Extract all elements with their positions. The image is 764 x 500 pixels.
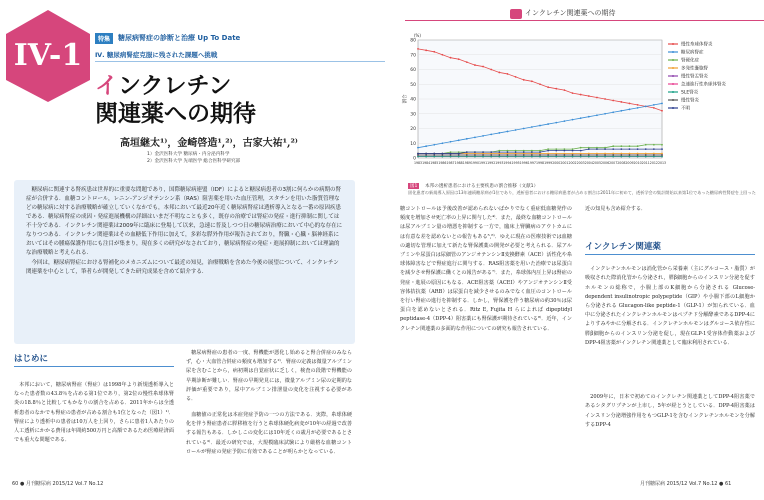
data-point (498, 154, 500, 156)
affiliation-1: 1）金沢医科大学 糖尿病・内分泌内科学 (147, 152, 230, 157)
x-tick-label: 1984 (422, 161, 431, 165)
data-point (498, 72, 500, 74)
data-point (474, 64, 476, 66)
x-tick-label: 1983 (413, 161, 423, 165)
data-point (661, 148, 663, 150)
data-point (588, 154, 590, 156)
incretin-heading: インクレチン関連薬 (585, 240, 755, 255)
data-point (531, 154, 533, 156)
x-tick-label: 1986 (438, 161, 447, 165)
x-tick-label: 2010 (633, 161, 642, 165)
data-point (507, 73, 509, 75)
data-point (490, 151, 492, 153)
x-tick-label: 2003 (576, 161, 585, 165)
page-title (95, 72, 256, 128)
data-point (515, 154, 517, 156)
data-point (612, 111, 614, 113)
data-point (466, 138, 468, 140)
data-point (653, 104, 655, 106)
data-point (564, 154, 566, 156)
data-point (629, 145, 631, 147)
data-point (620, 148, 622, 150)
data-point (531, 126, 533, 128)
data-point (588, 148, 590, 150)
x-tick-label: 2000 (552, 161, 561, 165)
abstract-p1: 糖尿病に関連する腎疾患は世界的に重要な問題であり，国際糖尿病連盟（IDF）によると糖尿病患者の3割に何らかの病期の腎症が合併する．血糖コントロール，レニン-アンジオテンシン系（RAS）阻害薬を用いた血圧管理，スタチンを用いた脂質管理などの糖尿病に対する治療戦略が確立していくなかでも，本邦において最近20年近く糖尿病腎症は透析導入となる一番の原因疾患である．糖尿病腎症の成因・発症進展機構の詳細はいまだ不明なことも多く，既存の治療では腎症の発症・進行抑制に関しては不十分である．インクレチン関連薬は2009年に臨床に登場して以来，急速に普及しつつ日の糖尿病治療において中心的な存在になりつつある．インクレチン関連薬はその血糖低下作用に加えて，多彩な膵外作用が報告されており，腎臓・心臓・脳神経系においてはその腫瘍保護作用にも注目が集まり，現在多くの研究がなされており，糖尿病腎症の発症・進展抑制においては理論的な治療戦略と考えられる． (26, 187, 343, 256)
data-point (417, 48, 419, 50)
data-point (442, 153, 444, 155)
data-point (474, 154, 476, 156)
y-tick-label: 70 (410, 53, 416, 59)
legend-entry: SLE腎炎 (681, 90, 699, 96)
y-tick-label: 20 (410, 127, 416, 132)
data-point (523, 154, 525, 156)
x-tick-label: 1985 (430, 161, 439, 165)
data-point (442, 54, 444, 56)
data-point (425, 153, 427, 155)
x-tick-label: 1994 (503, 161, 512, 165)
data-point (604, 148, 606, 150)
x-tick-label: 1990 (470, 161, 479, 165)
data-point (645, 144, 647, 146)
x-tick-label: 2004 (584, 161, 593, 165)
data-point (498, 132, 500, 134)
data-point (645, 105, 647, 107)
data-point (442, 142, 444, 144)
header-rule (405, 20, 764, 21)
legend-entry: 不明 (681, 106, 690, 112)
title-line-1 (95, 72, 256, 100)
x-tick-label: 2006 (601, 161, 610, 165)
data-point (507, 154, 509, 156)
data-point (523, 128, 525, 130)
data-point (417, 153, 419, 155)
data-point (612, 145, 614, 147)
data-point (425, 49, 427, 51)
figure-1-chart (400, 30, 762, 178)
data-point (637, 145, 639, 147)
data-point (580, 147, 582, 149)
data-point (596, 148, 598, 150)
y-tick-label: 10 (410, 141, 416, 147)
data-point (588, 116, 590, 118)
y-tick-label: 40 (410, 97, 416, 103)
data-point (433, 51, 435, 53)
affiliation-2: 2）金沢医科大学 先端医学 総合医科学研究部 (147, 159, 241, 164)
data-point (661, 154, 663, 156)
data-point (458, 58, 460, 60)
x-tick-label: 1998 (535, 161, 545, 165)
data-point (539, 151, 541, 153)
y-tick-label: 0 (413, 156, 416, 162)
intro-text: 本邦において，糖尿病腎症（腎症）は1998年より新規透析導入となった患者数の43.8％を占める第1位であり，第2位の慢性糸球体腎炎の18.8％と比較してもかなりの割合を占める．2011年からは全透析患者のなかでも腎症の患者が占める割合も1位となった（図1）¹⁾．腎症により透析中の患者は10万人を上回り，さらに患者1人あたりの人工透析にかかる費用は年間約500万円と高額であるため医療経済面でも重大な問題である． (14, 382, 174, 444)
title-rule (95, 61, 385, 62)
data-point (515, 129, 517, 131)
title-first-char: イ (95, 72, 118, 99)
column-2 (186, 349, 352, 473)
data-point (482, 135, 484, 137)
data-point (629, 108, 631, 110)
data-point (515, 76, 517, 78)
legend-marker (672, 99, 674, 101)
title-line-2: 関連薬への期待 (95, 100, 256, 127)
data-point (482, 154, 484, 156)
data-point (653, 144, 655, 146)
data-point (604, 113, 606, 115)
legend-marker (672, 91, 674, 93)
data-point (612, 154, 614, 156)
figure-caption: 本邦の透析患者における主要疾患の割合推移（文献1） (425, 184, 539, 189)
data-point (531, 80, 533, 82)
data-point (417, 147, 419, 149)
col2-para-2: 血糖値の正常化は本症発症予防の一つの方法である．実際，糸球体硬化を伴う腎症患者に膵移植を行うと糸球体硬化病変が10年の経過で改善する報告もある．しかしこの変化には10年近くの歳月が必要であるとされている³⁾．最近の研究では，大規模臨床試験により厳格な血糖コントロールが腎症の発症予防に有効であることが明らかとなっている． (186, 412, 352, 455)
data-point (490, 134, 492, 136)
running-header: インクレチン関連薬への期待 (525, 9, 616, 17)
data-point (474, 151, 476, 153)
data-point (450, 141, 452, 143)
data-point (547, 150, 549, 152)
data-point (661, 103, 663, 105)
x-tick-label: 2011 (641, 161, 650, 165)
data-point (564, 120, 566, 122)
x-tick-label: 1988 (454, 161, 463, 165)
data-point (629, 154, 631, 156)
data-point (572, 154, 574, 156)
data-point (580, 150, 582, 152)
legend-marker (672, 51, 674, 53)
data-point (425, 145, 427, 147)
data-point (588, 95, 590, 97)
x-tick-label: 1999 (544, 161, 553, 165)
x-tick-label: 2013 (657, 161, 667, 165)
data-point (555, 88, 557, 90)
data-point (580, 154, 582, 156)
y-tick-label: 80 (410, 38, 416, 44)
data-point (458, 139, 460, 141)
data-point (539, 125, 541, 127)
column-4 (585, 205, 755, 449)
data-point (482, 66, 484, 68)
data-point (433, 153, 435, 155)
data-point (555, 122, 557, 124)
data-point (539, 83, 541, 85)
data-point (580, 117, 582, 119)
y-tick-label: 30 (410, 112, 416, 118)
data-point (661, 144, 663, 146)
data-point (531, 151, 533, 153)
data-point (466, 61, 468, 63)
authors: 高垣継太¹⁾，金崎啓造¹,²⁾，古家大祐¹,²⁾ (120, 138, 298, 149)
figure-label: 図1 (410, 184, 418, 189)
legend-marker (672, 75, 674, 77)
legend-entry: 腎硬化症 (681, 58, 699, 64)
data-point (515, 151, 517, 153)
x-tick-label: 2012 (649, 161, 658, 165)
data-point (604, 98, 606, 100)
figure-note: 固化患者の新規導入原因は13年連続糖尿病が1位であり，透析患者における糖尿病患者が占める割合は2011年に初めて，透析学会の集計開始以来第1位であった糖尿病性腎症を上回った (408, 190, 756, 195)
data-point (596, 154, 598, 156)
data-point (645, 148, 647, 150)
x-tick-label: 2001 (560, 161, 569, 165)
legend-marker (672, 43, 674, 45)
data-point (572, 92, 574, 94)
data-point (474, 136, 476, 138)
data-point (620, 145, 622, 147)
data-point (645, 154, 647, 156)
y-axis-label: 割合 (403, 94, 408, 104)
data-point (564, 150, 566, 152)
data-point (637, 107, 639, 109)
data-point (547, 123, 549, 125)
y-axis-unit: (%) (414, 33, 421, 38)
data-point (572, 150, 574, 152)
section-title: Ⅳ. 糖尿病腎症克服に残された課題へ挑戦 (95, 51, 218, 59)
data-point (620, 110, 622, 112)
x-tick-label: 2002 (568, 161, 577, 165)
data-point (490, 154, 492, 156)
data-point (637, 154, 639, 156)
legend-entry: 糖尿病腎症 (681, 50, 704, 56)
data-point (572, 119, 574, 121)
data-point (653, 154, 655, 156)
chapter-mark: IV-1 (13, 38, 83, 73)
legend-entry: 急速進行性糸球体腎炎 (681, 82, 726, 88)
data-point (596, 97, 598, 99)
data-point (653, 148, 655, 150)
col4-para-2: 2009年に，日本で初めてのインクレチン関連薬としてDPP-4阻害薬であるシタグリプチンが上市し，5年が経とうとしている．DPP-4阻害薬はインスリン分泌増強作用をもつGLP-1を含むインクレチンホルモンを分解するDPP-4 (585, 394, 755, 428)
x-tick-label: 2008 (617, 161, 626, 165)
data-point (580, 94, 582, 96)
data-point (498, 151, 500, 153)
col4-text: 近の知見も含め紹介する． (585, 206, 647, 212)
special-title: 糖尿病腎症の診断と治療 Up To Date (118, 34, 241, 42)
legend-entry: 多発性嚢胞腎 (681, 66, 708, 72)
data-point (458, 153, 460, 155)
legend-entry: 慢性腎炎 (681, 98, 699, 104)
data-point (555, 150, 557, 152)
data-point (637, 104, 639, 106)
data-point (661, 110, 663, 112)
abstract-box (14, 180, 355, 344)
data-point (620, 101, 622, 103)
intro-section (14, 352, 174, 481)
data-point (629, 103, 631, 105)
data-point (523, 79, 525, 81)
data-point (555, 154, 557, 156)
x-tick-label: 2007 (609, 161, 618, 165)
data-point (523, 151, 525, 153)
legend-marker (672, 67, 674, 69)
x-tick-label: 1992 (487, 161, 496, 165)
data-point (612, 100, 614, 102)
column-3 (400, 205, 572, 473)
data-point (539, 154, 541, 156)
data-point (564, 89, 566, 91)
x-tick-label: 2009 (625, 161, 634, 165)
abstract-p2: 今回は，糖尿病腎症における腎補化のメカニズムについて最近の知見，治療戦略を含めた今後の展望について、インクレチン関連薬を中心として，筆者らが開発してきた研究成果を含めて紹介する． (26, 260, 339, 275)
data-point (466, 154, 468, 156)
data-point (547, 86, 549, 88)
data-point (653, 107, 655, 109)
legend-marker (672, 83, 674, 85)
x-tick-label: 1997 (527, 161, 536, 165)
col2-para-1: 糖尿病腎症の患者の一度、腎機能が悪化し始めると腎合併症のみならず，心・大血管合併症の頻度も増加する²⁾．腎症の定義は微量アルブミン尿を含むことから，病初期は自覚症状に乏しく，検査の段階で腎機能の早期診断が難しい．腎症の早期発見には，微量アルブミン尿の定期的な評価が重要であり，尿中アルブミン排泄量の変化を注視する必要がある． (186, 350, 352, 403)
data-point (507, 131, 509, 133)
data-point (490, 69, 492, 71)
data-point (507, 151, 509, 153)
affiliations (147, 151, 240, 165)
legend-entry: 慢性腎盂腎炎 (681, 74, 708, 80)
data-point (450, 153, 452, 155)
intro-heading: はじめに (14, 352, 174, 367)
data-point (604, 154, 606, 156)
header-mark (510, 9, 522, 19)
data-point (637, 148, 639, 150)
x-tick-label: 1987 (446, 161, 455, 165)
data-point (629, 148, 631, 150)
title-line-1-rest: ンクレチン (118, 72, 232, 99)
data-point (620, 154, 622, 156)
footer-left: 60 ● 月刊糖尿病 2015/12 Vol.7 No.12 (12, 481, 104, 487)
data-point (612, 148, 614, 150)
legend-marker (672, 59, 674, 61)
x-tick-label: 2005 (592, 161, 601, 165)
special-badge: 特集 (95, 33, 113, 44)
footer-right: 月刊糖尿病 2015/12 Vol.7 No.12 ● 61 (640, 481, 732, 487)
x-tick-label: 1996 (519, 161, 528, 165)
data-point (482, 151, 484, 153)
data-point (596, 114, 598, 116)
data-point (433, 144, 435, 146)
x-tick-label: 1991 (479, 161, 488, 165)
col3-text: 糖コントロールは予後改善が認められないばかりでなく重症低血糖発作の頻度を増加させ死亡率の上昇に関与した⁴⁾．また，最終な血糖コントロールは尿アルブミン量の増悪を抑制する一方で，臨床上腎臓病のアウトカムには有意な差を認めないとの報告もある⁵,⁶⁾．ゆえに現在の医療技術では血糖の適切な管理に加えて新たな腎保護薬の開発が必要と考えられる．尿アルブミンや尿蛋白は尿細管のアンジオテンシンⅡ変換酵素（ACE）活性化や糸球体障害などで腎症進行に関与する．RAS阻害薬を用いた治療では尿蛋白を減少させ腎保護に働くとの報告がある⁷⁾．また，糸球体内圧上昇は腎症の発症・進展の原因にもなる．ACE阻害薬（ACEI）やアンジオテンシンⅡ受容体拮抗薬（ARB）は尿蛋白を減少させるのみでなく血圧のコントロールを行い腎症の進行を抑制する．しかし，腎保護を伴う糖尿病の約30％は尿蛋白を認めないとされる．Ritz E, Fujita H らによれば dipeptidyl peptidase-4（DPP-4）阻害薬にも腎保護が期待されている⁸⁾．近年，インクレチン関連薬の多面的な作用についての研究も報告されている． (400, 206, 572, 332)
data-point (466, 151, 468, 153)
col4-para-1: インクレチンホルモンは消化管から栄養素（主にグルコース・脂質）が吸収された際消化管から分泌され，膵β細胞からのインスリン分泌を促すホルモンの総称で，小腸上部のK細胞から分泌される Glucose-dependent insulinotropic polypeptide（GIP）や小腸下部のL細胞から分泌される Glucagon-like peptide-1（GLP-1）が知られている．血中に分泌されたインクレチンホルモンはペプチド分解酵素であるDPP-4によりすみやかに分解される．インクレチンホルモンはグルコース依存性に膵β細胞からのインスリン分泌を促し，現在GLP-1受容体作動薬およびDPP-4阻害薬がインクレチン関連薬として臨床利用されている． (585, 266, 755, 346)
x-tick-label: 1993 (495, 161, 504, 165)
data-point (450, 57, 452, 59)
legend-entry: 慢性糸球体腎炎 (681, 42, 713, 48)
x-tick-label: 1995 (511, 161, 520, 165)
x-tick-label: 1989 (462, 161, 471, 165)
y-tick-label: 60 (410, 68, 416, 73)
y-tick-label: 50 (410, 82, 416, 88)
data-point (547, 154, 549, 156)
legend-marker (672, 107, 674, 109)
